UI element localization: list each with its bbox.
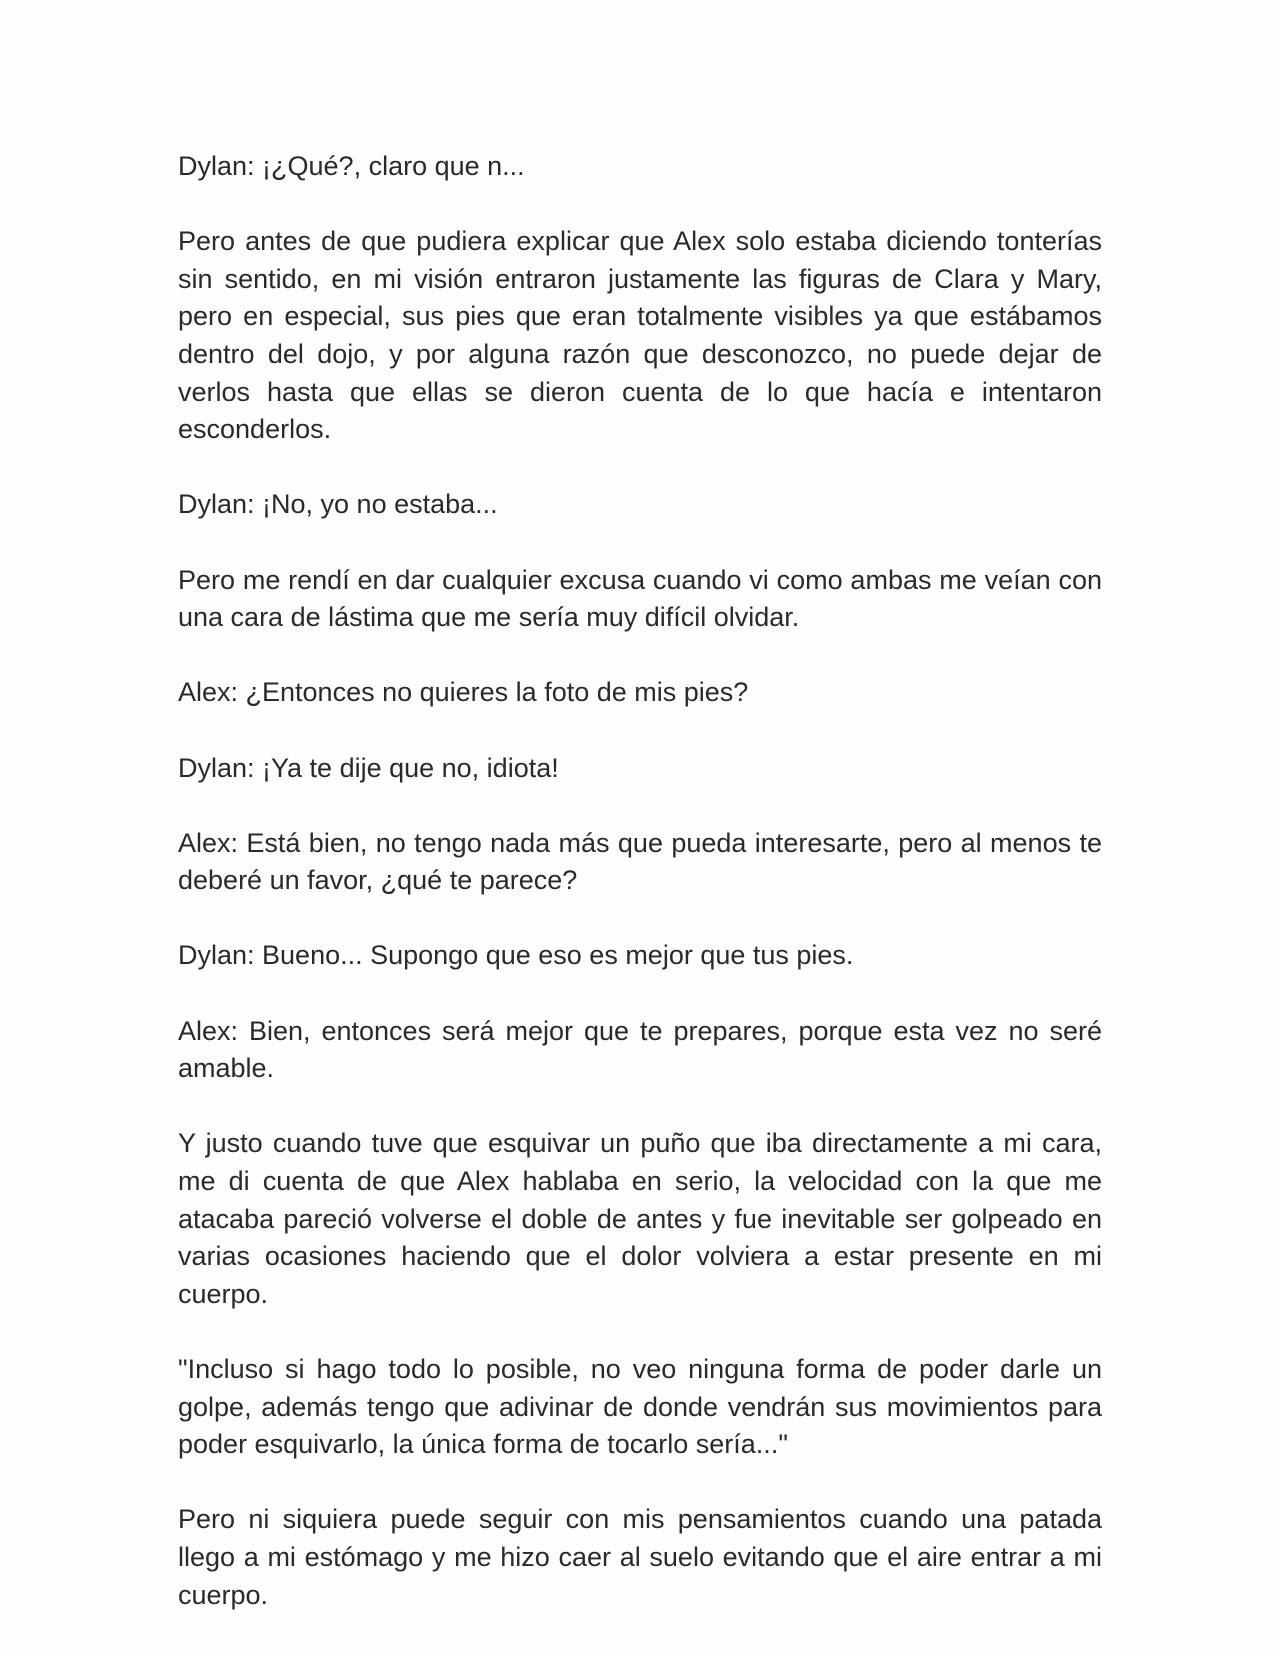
dialogue-paragraph: Dylan: ¡Ya te dije que no, idiota! — [178, 752, 559, 783]
document-page — [178, 148, 1102, 1614]
dialogue-paragraph: Alex: Está bien, no tengo nada más que pueda interesarte, pero al menos te deberé un favor, ¿qué te parece? — [178, 827, 1102, 896]
narrative-paragraph: Pero ni siquiera puede seguir con mis pensamientos cuando una patada llego a mi estómago y me hizo caer al suelo evitando que el aire entrar a mi cuerpo. — [178, 1504, 1102, 1610]
narrative-paragraph: Pero me rendí en dar cualquier excusa cuando vi como ambas me veían con una cara de lástima que me sería muy difícil olvidar. — [178, 564, 1102, 633]
narrative-paragraph: Pero antes de que pudiera explicar que Alex solo estaba diciendo tonterías sin sentido, en mi visión entraron justamente las figuras de Clara y Mary, pero en especial, sus pies que eran totalmente visibles ya que estábamos dentro del dojo, y por alguna razón que desconozco, no puede dejar de verlos hasta que ellas se dieron cuenta de lo que hacía e intentaron esconderlos. — [178, 226, 1102, 445]
narrative-paragraph: Y justo cuando tuve que esquivar un puño que iba directamente a mi cara, me di cuenta de que Alex hablaba en serio, la velocidad con la que me atacaba pareció volverse el doble de antes y fue inevitable ser golpeado en varias ocasiones haciendo que el dolor volviera a estar presente en mi cuerpo. — [178, 1128, 1102, 1309]
dialogue-paragraph: Dylan: ¡No, yo no estaba... — [178, 489, 498, 520]
dialogue-paragraph: Alex: Bien, entonces será mejor que te prepares, porque esta vez no seré amable. — [178, 1015, 1102, 1084]
dialogue-paragraph: Alex: ¿Entonces no quieres la foto de mis pies? — [178, 677, 749, 708]
dialogue-paragraph: Dylan: Bueno... Supongo que eso es mejor que tus pies. — [178, 940, 854, 971]
dialogue-paragraph: Dylan: ¡¿Qué?, claro que n... — [178, 151, 525, 181]
thought-paragraph: "Incluso si hago todo lo posible, no veo ninguna forma de poder darle un golpe, además tengo que adivinar de donde vendrán sus movimientos para poder esquivarlo, la única forma de tocarlo sería..." — [178, 1354, 1102, 1460]
